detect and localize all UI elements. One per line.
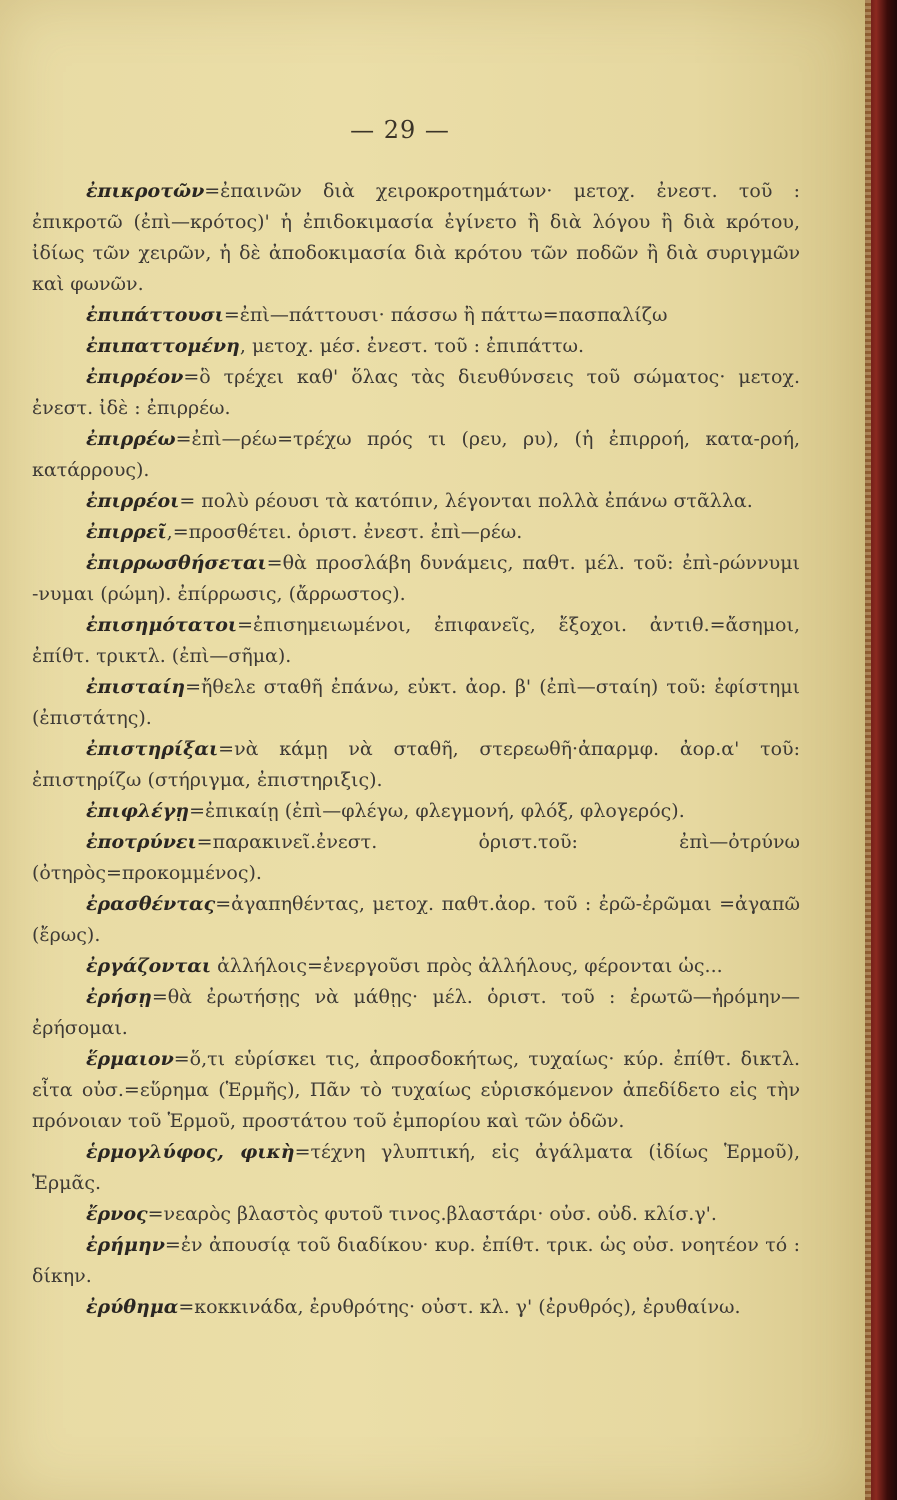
entry-definition: =ἀγαπηθέντας, μετοχ. παθτ.ἀορ. τοῦ : ἐρῶ-ἐρῶμαι =ἀγαπῶ (ἔρως). [32,893,800,946]
dictionary-entry [32,734,800,796]
entry-definition: =τέχνη γλυπτική, εἰς ἀγάλματα (ἰδίως Ἑρμοῦ), Ἑρμᾶς. [32,1141,800,1194]
entry-definition: =ἐπὶ—ρέω=τρέχω πρός τι (ρευ, ρυ), (ἡ ἐπιρροή, κατα-ροή, κατάρρους). [32,428,800,481]
entry-headword: ἐρήσῃ [86,986,152,1008]
entry-headword: ἐρασθέντας [86,893,216,915]
dictionary-entry [32,176,800,300]
dictionary-entry [32,889,800,951]
entry-headword: ἐπιστηρίξαι [86,738,219,760]
entry-headword: ἐπιρρέοι [86,490,180,512]
entry-definition: =ἤθελε σταθῆ ἐπάνω, εὐκτ. ἀορ. β' (ἐπὶ—σταίη) τοῦ: ἐφίστημι (ἐπιστάτης). [32,676,800,729]
entry-headword: ἐπιφλέγῃ [86,800,190,822]
entry-headword: ἐποτρύνει [86,831,197,853]
dictionary-entry [32,982,800,1044]
dictionary-entry [32,610,800,672]
entry-definition: ,=προσθέτει. ὁριστ. ἐνεστ. ἐπὶ—ρέω. [166,521,523,543]
dictionary-entry [32,1230,800,1292]
dictionary-entry [32,424,800,486]
entry-definition: =ἐπικαίῃ (ἐπὶ—φλέγω, φλεγμονή, φλόξ, φλογερός). [189,800,685,822]
entry-headword: ἑρμογλύφος, φικὴ [86,1141,295,1163]
dictionary-entry [32,1199,800,1230]
entry-headword: ἐπικροτῶν [86,180,205,202]
dictionary-entry [32,331,800,362]
entry-definition: =παρακινεῖ.ἐνεστ. ὁριστ.τοῦ: ἐπὶ—ὀτρύνω (ὀτηρὸς=προκομμένος). [32,831,800,884]
entry-definition: =ἐπὶ—πάττουσι· πάσσω ἢ πάττω=πασπαλίζω [223,304,668,326]
entry-definition: =ἐπαινῶν διὰ χειροκροτημάτων· μετοχ. ἐνεστ. τοῦ : ἐπικροτῶ (ἐπὶ—κρότος)' ἡ ἐπιδοκιμασία ἐγίνετο ἢ διὰ λόγου ἢ διὰ κρότου, ἰδίως τῶν χειρῶν, ἡ δὲ ἀποδοκιμασία διὰ κρότου τῶν ποδῶν ἢ διὰ συριγμῶν καὶ φωνῶν. [32,180,800,295]
entry-headword: ἔρνος [86,1203,148,1225]
entry-definition: =θὰ ἐρωτήσῃς νὰ μάθῃς· μέλ. ὁριστ. τοῦ : ἐρωτῶ—ἠρόμην—ἐρήσομαι. [32,986,800,1039]
entry-definition: , μετοχ. μέσ. ἐνεστ. τοῦ : ἐπιπάττω. [239,335,585,357]
entry-definition: =νὰ κάμῃ νὰ σταθῆ, στερεωθῆ·ἀπαρμφ. ἀορ.α' τοῦ: ἐπιστηρίζω (στήριγμα, ἐπιστηριξις). [32,738,800,791]
entry-headword: ἐπισημότατοι [86,614,238,636]
entry-headword: ἐρήμην [86,1234,165,1256]
entry-definition: = πολὺ ρέουσι τὰ κατόπιν, λέγονται πολλὰ ἐπάνω στᾶλλα. [179,490,753,512]
entry-headword: ἐπιρρέω [86,428,176,450]
dictionary-entry [32,548,800,610]
dictionary-entry [32,672,800,734]
dictionary-entry [32,1292,800,1323]
dictionary-entry [32,1044,800,1137]
entry-headword: ἐπιρρεῖ [86,521,167,543]
dictionary-entry [32,951,800,982]
dictionary-entry [32,517,800,548]
dictionary-entry [32,796,800,827]
book-spine [865,0,897,1500]
dictionary-entry [32,827,800,889]
entry-definition: ἀλλήλοις=ἐνεργοῦσι πρὸς ἀλλήλους, φέρονται ὡς... [211,955,723,977]
entry-definition: =ἐν ἀπουσίᾳ τοῦ διαδίκου· κυρ. ἐπίθτ. τρικ. ὡς οὐσ. νοητέον τό : δίκην. [32,1234,800,1287]
entry-headword: ἐπισταίη [86,676,186,698]
entry-headword: ἐρύθημα [86,1296,179,1318]
dictionary-entry [32,300,800,331]
entry-headword: ἐργάζονται [86,955,212,977]
entry-headword: ἐπιρρέον [86,366,184,388]
dictionary-entries [32,176,800,1323]
entry-headword: ἐπιπαττομένη [86,335,240,357]
entry-headword: ἐπιρρωσθήσεται [86,552,267,574]
entry-definition: =ὅ,τι εὑρίσκει τις, ἀπροσδοκήτως, τυχαίως· κύρ. ἐπίθτ. δικτλ. εἶτα οὐσ.=εὕρημα (Ἑρμῆς), Πᾶν τὸ τυχαίως εὑρισκόμενον ἀπεδίδετο εἰς τὴν πρόνοιαν τοῦ Ἑρμοῦ, προστάτου τοῦ ἐμπορίου καὶ τῶν ὁδῶν. [32,1048,800,1132]
entry-headword: ἕρμαιον [86,1048,174,1070]
entry-definition: =ἐπισημειωμένοι, ἐπιφανεῖς, ἔξοχοι. ἀντιθ.=ἄσημοι, ἐπίθτ. τρικτλ. (ἐπὶ—σῆμα). [32,614,800,667]
entry-definition: =κοκκινάδα, ἐρυθρότης· οὐστ. κλ. γ' (ἐρυθρός), ἐρυθαίνω. [178,1296,741,1318]
entry-headword: ἐπιπάττουσι [86,304,224,326]
entry-definition: =θὰ προσλάβη δυνάμεις, παθτ. μέλ. τοῦ: ἐπὶ-ρώννυμι -νυμαι (ρώμη). ἐπίρρωσις, (ἄρρωστος). [32,552,800,605]
dictionary-entry [32,362,800,424]
entry-definition: =νεαρὸς βλαστὸς φυτοῦ τινος.βλαστάρι· οὐσ. οὐδ. κλίσ.γ'. [147,1203,717,1225]
page-number: — 29 — [350,116,450,144]
dictionary-entry [32,486,800,517]
entry-definition: =ὃ τρέχει καθ' ὅλας τὰς διευθύνσεις τοῦ σώματος· μετοχ. ἐνεστ. ἰδὲ : ἐπιρρέω. [32,366,800,419]
dictionary-entry [32,1137,800,1199]
